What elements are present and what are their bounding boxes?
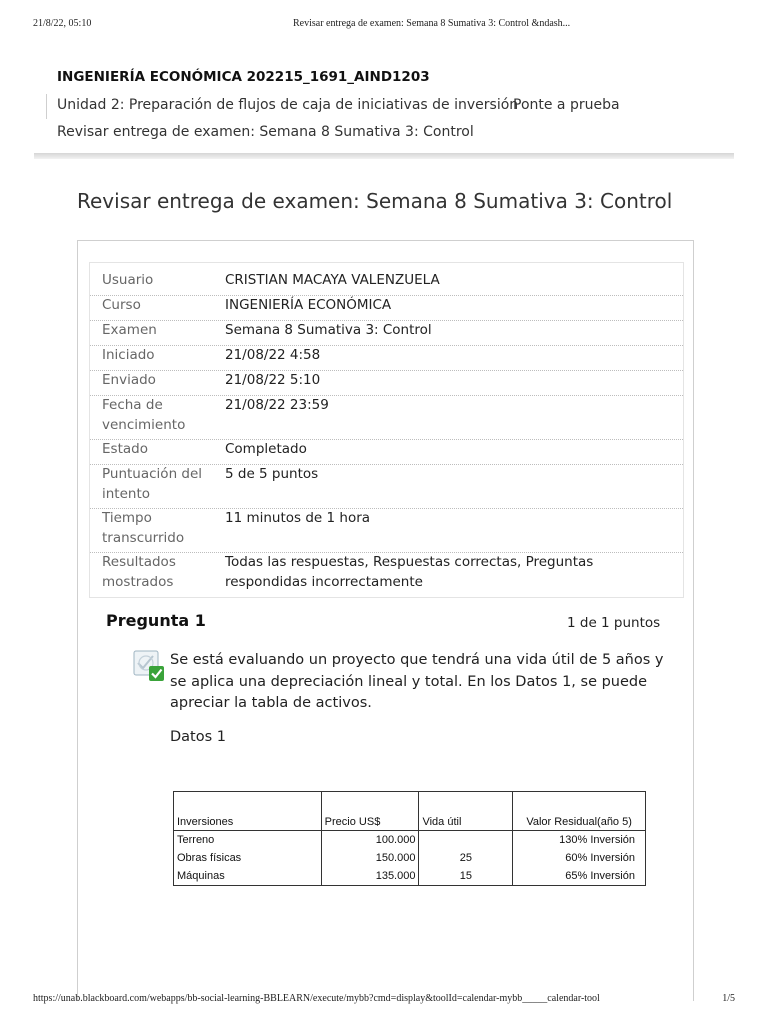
- assets-cell: Terreno: [174, 831, 322, 850]
- summary-label: Fecha de vencimiento: [102, 397, 186, 433]
- assets-table: [173, 791, 646, 886]
- summary-value: Todas las respuestas, Respuestas correctas, Preguntas respondidas incorrectamente: [225, 554, 594, 590]
- datos-label: Datos 1: [170, 729, 226, 745]
- summary-row: [90, 509, 683, 553]
- page-title: Revisar entrega de examen: Semana 8 Sumativa 3: Control: [77, 189, 673, 214]
- summary-value: 21/08/22 23:59: [225, 397, 329, 413]
- assets-header-cell: Precio US$: [321, 792, 419, 831]
- summary-label: Usuario: [102, 272, 154, 288]
- summary-row: [90, 346, 683, 371]
- correct-answer-icon: [133, 650, 165, 682]
- breadcrumb-divider: [46, 94, 47, 119]
- summary-value: Semana 8 Sumativa 3: Control: [225, 322, 432, 338]
- assets-cell: 150.000: [321, 849, 419, 867]
- summary-value: 5 de 5 puntos: [225, 466, 319, 482]
- summary-row: [90, 396, 683, 440]
- print-date: 21/8/22, 05:10: [33, 18, 92, 29]
- summary-label: Puntuación del intento: [102, 466, 203, 502]
- summary-value: 11 minutos de 1 hora: [225, 510, 371, 526]
- print-header: [33, 18, 735, 32]
- summary-value: 21/08/22 5:10: [225, 372, 321, 388]
- assets-cell: 65% Inversión: [513, 867, 646, 886]
- summary-label: Curso: [102, 297, 141, 313]
- assets-cell: 15: [419, 867, 513, 886]
- summary-row: [90, 553, 683, 597]
- assets-cell: 25: [419, 849, 513, 867]
- summary-value: CRISTIAN MACAYA VALENZUELA: [225, 272, 440, 288]
- assets-cell: 60% Inversión: [513, 849, 646, 867]
- summary-label: Examen: [102, 322, 157, 338]
- summary-row: [90, 296, 683, 321]
- summary-label: Tiempo transcurrido: [102, 510, 185, 546]
- question-text: Se está evaluando un proyecto que tendrá una vida útil de 5 años y se aplica una depreciación lineal y total. En los Datos 1, se puede apreciar la tabla de activos.: [170, 652, 664, 711]
- summary-value: INGENIERÍA ECONÓMICA: [225, 297, 392, 313]
- summary-value: 21/08/22 4:58: [225, 347, 321, 363]
- assets-cell: 130% Inversión: [513, 831, 646, 850]
- assets-header-cell: Inversiones: [174, 792, 322, 831]
- breadcrumb-shadow: [34, 153, 734, 159]
- question-points: 1 de 1 puntos: [567, 615, 661, 631]
- summary-row: [90, 371, 683, 396]
- assets-cell: Máquinas: [174, 867, 322, 886]
- print-page-number: 1/5: [722, 993, 735, 1004]
- question-title: Pregunta 1: [106, 611, 206, 630]
- assets-cell: 100.000: [321, 831, 419, 850]
- assets-header-cell: Vida útil: [419, 792, 513, 831]
- table-row: [174, 867, 646, 886]
- table-row: [174, 849, 646, 867]
- summary-row: [90, 321, 683, 346]
- table-row: [174, 831, 646, 850]
- assets-header-cell: Valor Residual(año 5): [513, 792, 646, 831]
- assets-header-row: [174, 792, 646, 831]
- summary-row: [90, 271, 683, 296]
- breadcrumb-ponte-link[interactable]: Ponte a prueba: [513, 97, 620, 113]
- summary-label: Iniciado: [102, 347, 155, 363]
- print-doc-title: Revisar entrega de examen: Semana 8 Sumativa 3: Control &ndash...: [293, 18, 571, 29]
- summary-value: Completado: [225, 441, 307, 457]
- print-footer: [33, 993, 735, 1007]
- summary-row: [90, 465, 683, 509]
- attempt-summary: [89, 262, 684, 598]
- print-url: https://unab.blackboard.com/webapps/bb-social-learning-BBLEARN/execute/mybb?cmd=display&toolId=calendar-mybb_____calendar-tool: [33, 993, 600, 1004]
- breadcrumb-unit-link[interactable]: Unidad 2: Preparación de flujos de caja de iniciativas de inversión: [57, 97, 519, 113]
- summary-row: [90, 440, 683, 465]
- assets-cell: 135.000: [321, 867, 419, 886]
- summary-label: Enviado: [102, 372, 156, 388]
- assets-cell: Obras físicas: [174, 849, 322, 867]
- assets-cell: [419, 831, 513, 850]
- summary-label: Estado: [102, 441, 148, 457]
- summary-label: Resultados mostrados: [102, 554, 176, 590]
- course-title-link[interactable]: INGENIERÍA ECONÓMICA 202215_1691_AIND1203: [57, 69, 430, 85]
- breadcrumb-current: Revisar entrega de examen: Semana 8 Sumativa 3: Control: [57, 124, 474, 140]
